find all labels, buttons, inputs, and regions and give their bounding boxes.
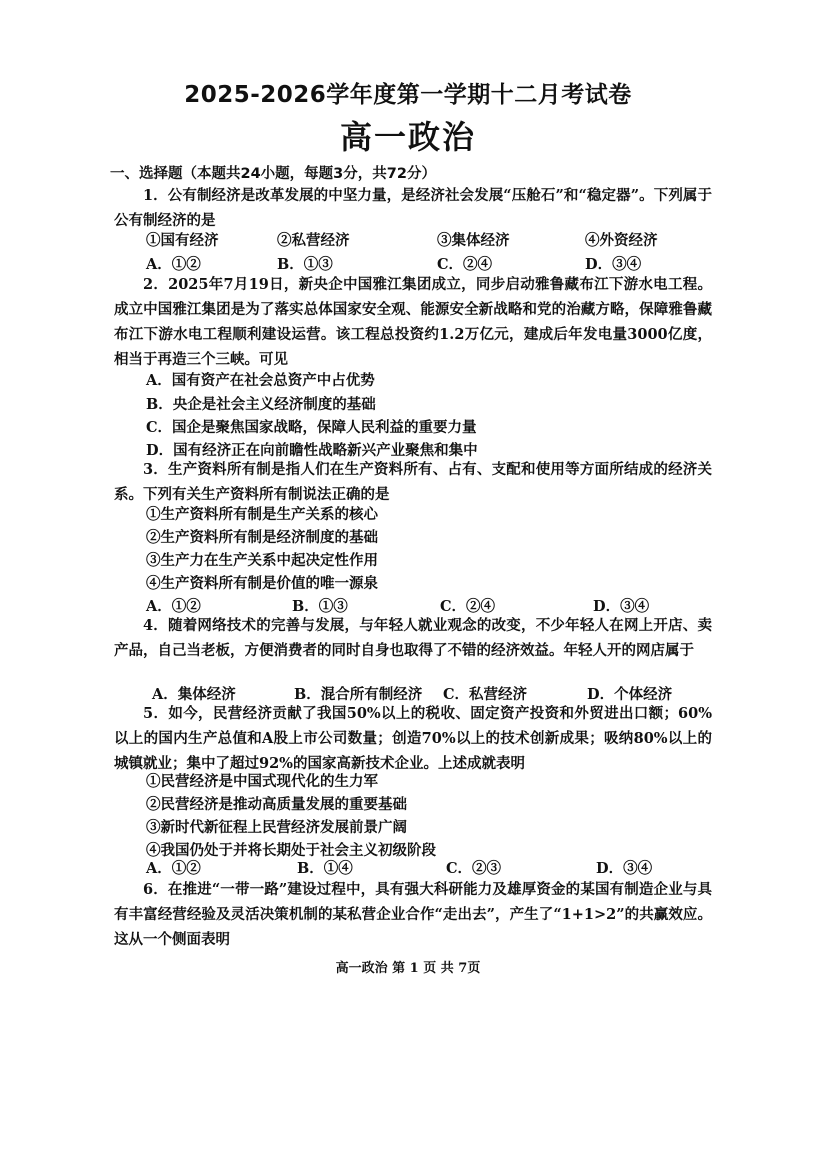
question-4-stem: 4．随着网络技术的完善与发展，与年轻人就业观念的改变，不少年轻人在网上开店、卖产品，自己当老板，方便消费者的同时自身也取得了不错的经济效益。年轻人开的网店属于 xyxy=(114,617,712,659)
q5-statement-3: ③新时代新征程上民营经济发展前景广阔 xyxy=(146,819,407,836)
q1-option-d: D．③④ xyxy=(585,256,642,273)
q2-option-d: D．国有经济正在向前瞻性战略新兴产业聚焦和集中 xyxy=(146,442,478,459)
q4-option-a: A．集体经济 xyxy=(152,686,236,703)
q1-option-b: B．①③ xyxy=(277,256,333,273)
q1-statement-1: ①国有经济 xyxy=(146,232,219,249)
q5-statement-1: ①民营经济是中国式现代化的生力军 xyxy=(146,773,378,790)
question-3-stem: 3．生产资料所有制是指人们在生产资料所有、占有、支配和使用等方面所结成的经济关系。下列有关生产资料所有制说法正确的是 xyxy=(114,461,712,503)
q5-option-b: B．①④ xyxy=(297,860,353,877)
q5-statement-2: ②民营经济是推动高质量发展的重要基础 xyxy=(146,796,407,813)
page-footer: 高一政治 第 1 页 共 7页 xyxy=(335,961,481,976)
section-header: 一、选择题（本题共24小题，每题3分，共72分） xyxy=(110,166,436,182)
q1-statement-4: ④外资经济 xyxy=(585,232,658,249)
q2-option-a: A．国有资产在社会总资产中占优势 xyxy=(146,372,375,389)
q3-statement-4: ④生产资料所有制是价值的唯一源泉 xyxy=(146,575,378,592)
q4-option-d: D．个体经济 xyxy=(587,686,673,703)
q3-option-c: C．②④ xyxy=(440,598,496,615)
q4-option-b: B．混合所有制经济 xyxy=(294,686,423,703)
q1-statement-2: ②私营经济 xyxy=(277,232,350,249)
question-5-stem: 5．如今，民营经济贡献了我国50%以上的税收、固定资产投资和外贸进出口额；60%以上的国内生产总值和A股上市公司数量；创造70%以上的技术创新成果；吸纳80%以上的城镇就业；集中了超过92%的国家高新技术企业。上述成就表明 xyxy=(114,705,712,772)
q2-option-b: B．央企是社会主义经济制度的基础 xyxy=(146,396,376,413)
question-6-stem: 6．在推进“一带一路”建设过程中，具有强大科研能力及雄厚资金的某国有制造企业与具有丰富经营经验及灵活决策机制的某私营企业合作“走出去”，产生了“1+1>2”的共赢效应。这从一个侧面表明 xyxy=(114,881,712,948)
q5-statement-4: ④我国仍处于并将长期处于社会主义初级阶段 xyxy=(146,842,436,859)
q1-option-a: A．①② xyxy=(146,256,201,273)
subject-title: 高一政治 xyxy=(339,118,476,156)
question-1-stem: 1．公有制经济是改革发展的中坚力量，是经济社会发展“压舱石”和“稳定器”。下列属于公有制经济的是 xyxy=(114,187,712,229)
q2-option-c: C．国企是聚焦国家战略，保障人民利益的重要力量 xyxy=(146,419,477,436)
question-2-stem: 2．2025年7月19日，新央企中国雅江集团成立，同步启动雅鲁藏布江下游水电工程。成立中国雅江集团是为了落实总体国家安全观、能源安全新战略和党的治藏方略，保障雅鲁藏布江下游水电工程顺利建设运营。该工程总投资约1.2万亿元，建成后年发电量3000亿度，相当于再造三个三峡。可见 xyxy=(114,276,712,368)
q3-option-a: A．①② xyxy=(146,598,201,615)
q3-statement-2: ②生产资料所有制是经济制度的基础 xyxy=(146,529,378,546)
q4-option-c: C．私营经济 xyxy=(443,686,528,703)
exam-title: 2025-2026学年度第一学期十二月考试卷 xyxy=(184,82,632,108)
q5-option-a: A．①② xyxy=(146,860,201,877)
q3-statement-1: ①生产资料所有制是生产关系的核心 xyxy=(146,506,378,523)
q3-option-d: D．③④ xyxy=(593,598,650,615)
q1-option-c: C．②④ xyxy=(437,256,493,273)
q5-option-d: D．③④ xyxy=(596,860,653,877)
q1-statement-3: ③集体经济 xyxy=(437,232,510,249)
q5-option-c: C．②③ xyxy=(446,860,502,877)
q3-statement-3: ③生产力在生产关系中起决定性作用 xyxy=(146,552,378,569)
q3-option-b: B．①③ xyxy=(292,598,348,615)
